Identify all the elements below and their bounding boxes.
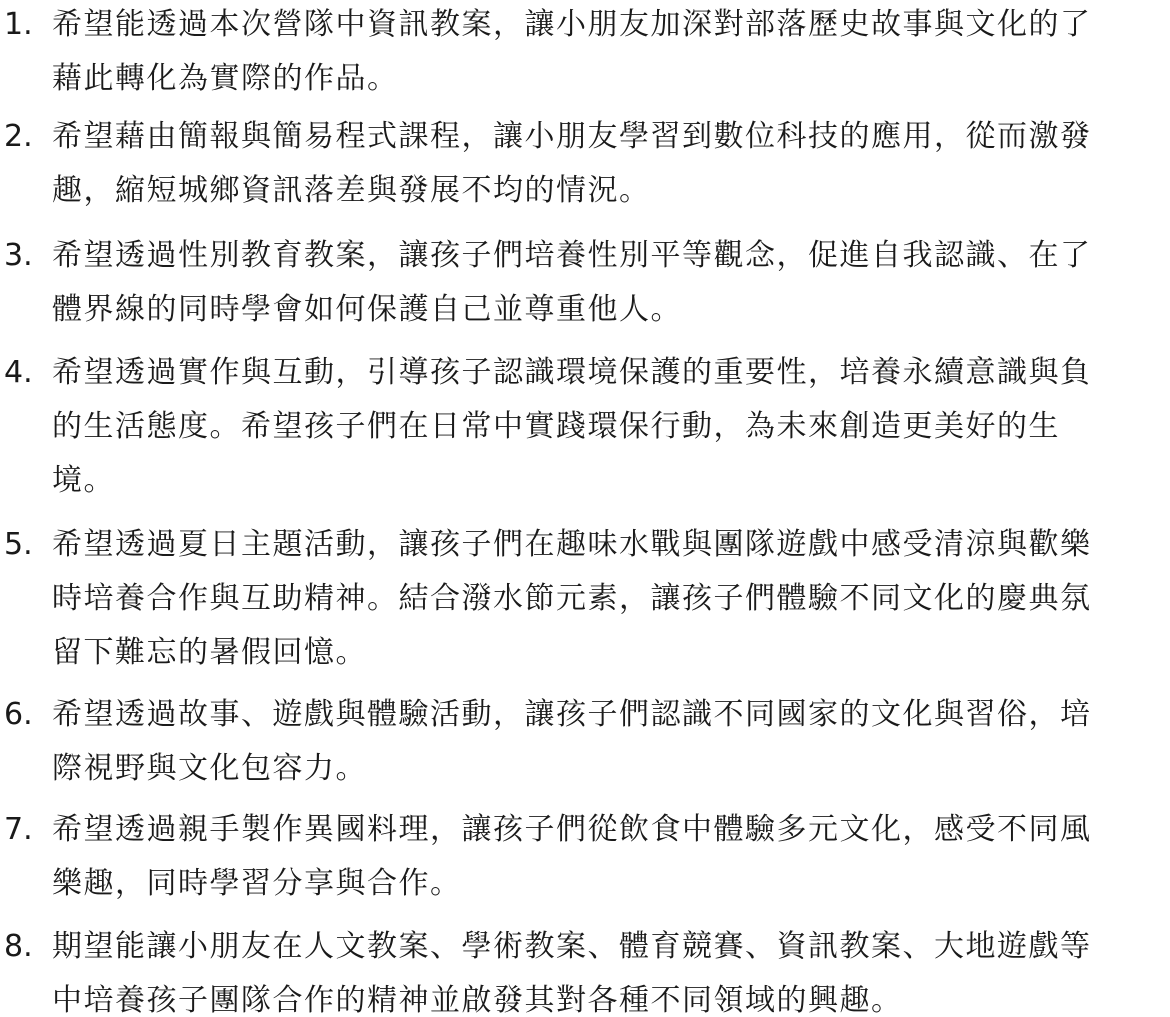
- list-item-text-line: 希望透過性別教育教案，讓孩子們培養性別平等觀念，促進自我認識、在了: [52, 238, 1092, 273]
- list-item-text-line: 希望透過親手製作異國料理，讓孩子們從飲食中體驗多元文化，感受不同風: [52, 812, 1092, 847]
- list-item-number: 7.: [4, 812, 33, 847]
- list-item-text-line: 境。: [52, 463, 115, 498]
- list-item-text-line: 藉此轉化為實際的作品。: [52, 61, 399, 96]
- list-item-number: 8.: [4, 929, 33, 964]
- list-item-number: 6.: [4, 697, 33, 732]
- list-item-text-line: 樂趣，同時學習分享與合作。: [52, 866, 462, 901]
- list-item-text-line: 希望能透過本次營隊中資訊教案，讓小朋友加深對部落歷史故事與文化的了: [52, 7, 1092, 42]
- list-item-text-line: 希望透過故事、遊戲與體驗活動，讓孩子們認識不同國家的文化與習俗，培: [52, 697, 1092, 732]
- list-item-text-line: 期望能讓小朋友在人文教案、學術教案、體育競賽、資訊教案、大地遊戲等: [52, 929, 1092, 964]
- list-item-number: 4.: [4, 355, 33, 390]
- list-item-text-line: 留下難忘的暑假回憶。: [52, 635, 367, 670]
- list-item-number: 5.: [4, 527, 33, 562]
- list-item-text-line: 中培養孩子團隊合作的精神並啟發其對各種不同領域的興趣。: [52, 983, 903, 1017]
- list-item-text-line: 際視野與文化包容力。: [52, 751, 367, 786]
- list-item-text-line: 趣，縮短城鄉資訊落差與發展不均的情況。: [52, 173, 651, 208]
- list-item-text-line: 希望藉由簡報與簡易程式課程，讓小朋友學習到數位科技的應用，從而激發: [52, 119, 1092, 154]
- list-item-text-line: 體界線的同時學會如何保護自己並尊重他人。: [52, 292, 682, 327]
- list-item-text-line: 希望透過夏日主題活動，讓孩子們在趣味水戰與團隊遊戲中感受清涼與歡樂: [52, 527, 1092, 562]
- list-item-number: 3.: [4, 238, 33, 273]
- list-item-number: 2.: [4, 119, 33, 154]
- list-item-text-line: 的生活態度。希望孩子們在日常中實踐環保行動，為未來創造更美好的生: [52, 409, 1060, 444]
- list-item-text-line: 希望透過實作與互動，引導孩子認識環境保護的重要性，培養永續意識與負: [52, 355, 1092, 390]
- list-item-text-line: 時培養合作與互助精神。結合潑水節元素，讓孩子們體驗不同文化的慶典氛: [52, 581, 1092, 616]
- list-item-number: 1.: [4, 7, 33, 42]
